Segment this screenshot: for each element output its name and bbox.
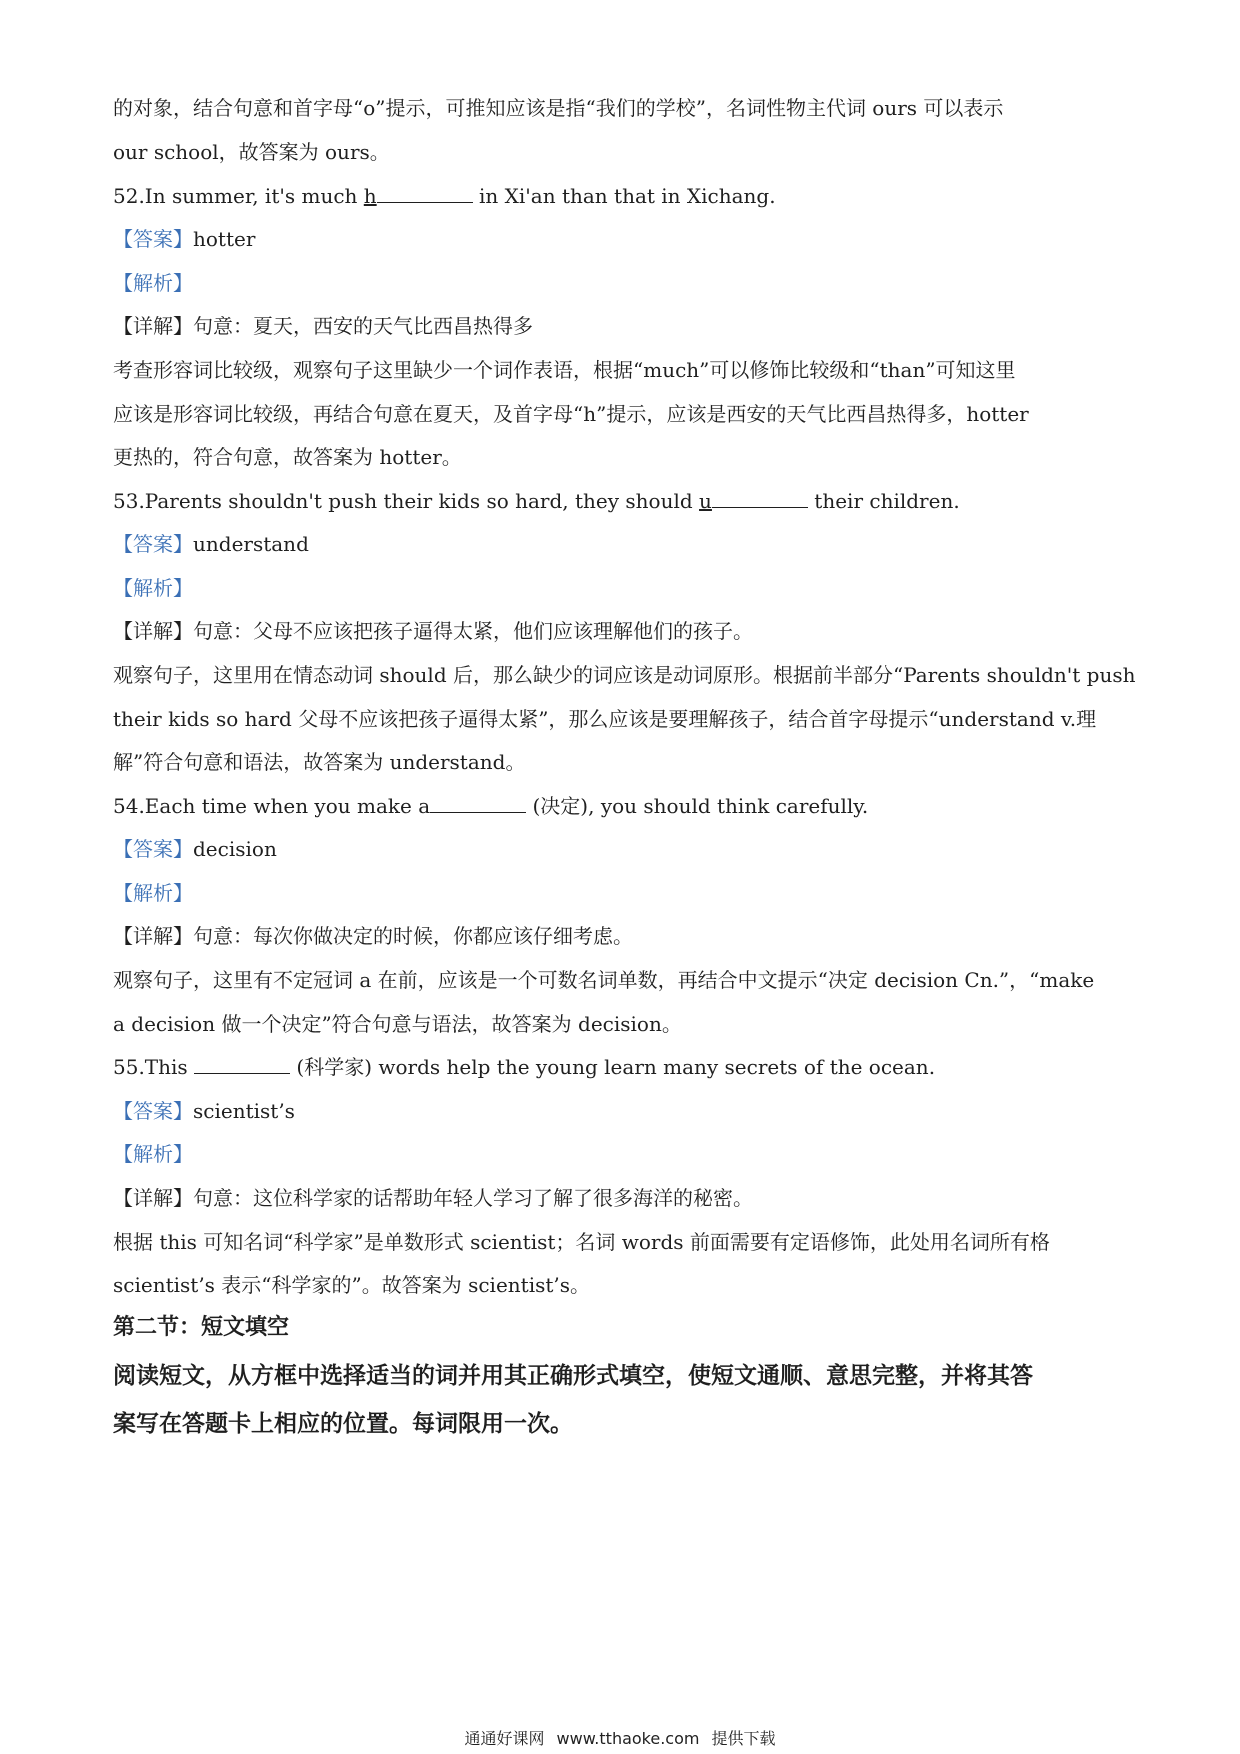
footer-site-name: 通通好课网 [464,1729,545,1748]
answer-value: scientist’s [193,1099,295,1123]
footer-action: 提供下载 [711,1729,776,1748]
detail-text: 句意：夏天，西安的天气比西昌热得多 [193,314,533,338]
question-52-explanation-2: 应该是形容词比较级，再结合句意在夏天，及首字母“h”提示，应该是西安的天气比西昌热得多，hotter [113,402,1029,426]
section-instruction-2: 案写在答题卡上相应的位置。每词限用一次。 [113,1411,573,1437]
intro-line-1: 的对象，结合句意和首字母“o”提示，可推知应该是指“我们的学校”，名词性物主代词 ours 可以表示 [113,96,1004,120]
answer-tag: 【答案】 [113,1099,193,1123]
question-52-blank [377,182,473,203]
detail-tag: 【详解】 [113,619,193,643]
question-52-analysis [113,269,1133,297]
answer-value: decision [193,837,277,861]
question-55-text-after: (科学家) words help the young learn many secrets of the ocean. [290,1055,936,1079]
question-53-explanation-2: their kids so hard 父母不应该把孩子逼得太紧”，那么应该是要理解孩子，结合首字母提示“understand v.理 [113,707,1097,731]
question-55-analysis [113,1140,1133,1168]
question-55-text-before: 55.This [113,1055,195,1079]
detail-tag: 【详解】 [113,1186,193,1210]
question-55 [113,1053,1133,1081]
detail-text: 句意：父母不应该把孩子逼得太紧，他们应该理解他们的孩子。 [193,619,753,643]
question-55-answer [113,1097,1133,1125]
question-53-detail [113,617,1133,645]
intro-line-2: our school，故答案为 ours。 [113,140,390,164]
question-54-explanation-1: 观察句子，这里有不定冠词 a 在前，应该是一个可数名词单数，再结合中文提示“决定 decision Cn.”，“make [113,968,1095,992]
question-54-answer [113,835,1133,863]
detail-text: 句意：这位科学家的话帮助年轻人学习了解了很多海洋的秘密。 [193,1186,753,1210]
analysis-tag: 【解析】 [113,881,193,905]
question-54-analysis [113,879,1133,907]
section-title: 第二节：短文填空 [113,1315,290,1340]
question-55-detail [113,1184,1133,1212]
answer-value: hotter [193,227,256,251]
detail-text: 句意：每次你做决定的时候，你都应该仔细考虑。 [193,924,633,948]
question-52-answer [113,225,1133,253]
question-52 [113,182,1133,210]
question-53-explanation-3: 解”符合句意和语法，故答案为 understand。 [113,750,526,774]
question-53-text-before: 53.Parents shouldn't push their kids so hard, they should [113,489,700,513]
analysis-tag: 【解析】 [113,1142,193,1166]
question-54-detail [113,922,1133,950]
question-52-detail [113,312,1133,340]
question-53-answer [113,530,1133,558]
analysis-tag: 【解析】 [113,576,193,600]
question-54 [113,792,1133,820]
answer-tag: 【答案】 [113,227,193,251]
answer-tag: 【答案】 [113,837,193,861]
page-footer [0,1726,1240,1749]
question-52-text-after: in Xi'an than that in Xichang. [472,184,776,208]
question-53-blank [712,487,808,508]
question-52-hint-letter: h [363,184,377,208]
question-55-explanation-2: scientist’s 表示“科学家的”。故答案为 scientist’s。 [113,1273,591,1297]
answer-tag: 【答案】 [113,532,193,556]
question-53 [113,487,1133,515]
footer-url[interactable]: www.tthaoke.com [556,1729,700,1748]
question-54-text-before: 54.Each time when you make a [113,794,431,818]
question-54-explanation-2: a decision 做一个决定”符合句意与语法，故答案为 decision。 [113,1012,682,1036]
question-55-blank [194,1053,290,1074]
question-52-explanation-3: 更热的，符合句意，故答案为 hotter。 [113,445,462,469]
question-54-blank [430,792,526,813]
question-53-text-after: their children. [807,489,960,513]
question-53-explanation-1: 观察句子，这里用在情态动词 should 后，那么缺少的词应该是动词原形。根据前半部分“Parents shouldn't push [113,663,1136,687]
answer-value: understand [193,532,309,556]
question-53-analysis [113,574,1133,602]
question-54-text-after: (决定), you should think carefully. [526,794,869,818]
detail-tag: 【详解】 [113,924,193,948]
question-52-text-before: 52.In summer, it's much [113,184,364,208]
analysis-tag: 【解析】 [113,271,193,295]
section-instruction-1: 阅读短文，从方框中选择适当的词并用其正确形式填空，使短文通顺、意思完整，并将其答 [113,1363,1033,1389]
question-55-explanation-1: 根据 this 可知名词“科学家”是单数形式 scientist；名词 words 前面需要有定语修饰，此处用名词所有格 [113,1230,1050,1254]
detail-tag: 【详解】 [113,314,193,338]
question-52-explanation-1: 考查形容词比较级，观察句子这里缺少一个词作表语，根据“much”可以修饰比较级和“than”可知这里 [113,358,1016,382]
question-53-hint-letter: u [699,489,712,513]
